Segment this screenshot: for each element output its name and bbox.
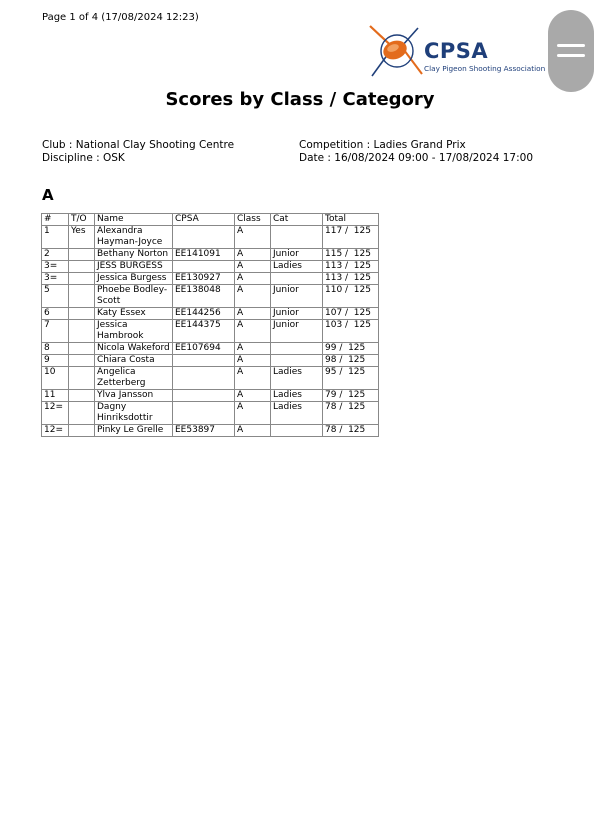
cell-position: 6 [42,308,69,320]
cell-cpsa: EE130927 [173,273,235,285]
cell-position: 11 [42,390,69,402]
club-line: Club : National Clay Shooting Centre [42,139,235,151]
cell-to [69,367,95,390]
col-header-cat: Cat [271,214,323,226]
cell-cpsa [173,390,235,402]
cell-position: 8 [42,343,69,355]
cell-cpsa [173,367,235,390]
cell-to [69,273,95,285]
cell-total: 95 / 125 [323,367,379,390]
scores-table [41,213,379,437]
table-row [42,390,379,402]
cell-class: A [235,367,271,390]
cell-total: 99 / 125 [323,343,379,355]
cell-cat [271,355,323,367]
cell-cat [271,273,323,285]
cell-position: 5 [42,285,69,308]
table-row [42,367,379,390]
cell-name: Phoebe Bodley-Scott [95,285,173,308]
cell-cat [271,226,323,249]
cell-position: 2 [42,249,69,261]
cell-cat: Ladies [271,402,323,425]
cell-to [69,249,95,261]
table-row [42,249,379,261]
club-info [42,139,234,164]
cell-cat: Ladies [271,261,323,273]
cell-class: A [235,425,271,437]
cell-to [69,402,95,425]
cell-cpsa: EE107694 [173,343,235,355]
cell-position: 3= [42,261,69,273]
cell-total: 98 / 125 [323,355,379,367]
cell-name: Jessica Hambrook [95,320,173,343]
menu-button[interactable] [548,10,594,92]
discipline-line: Discipline : OSK [42,151,125,164]
cell-class: A [235,390,271,402]
cell-name: Nicola Wakeford [95,343,173,355]
cell-total: 115 / 125 [323,249,379,261]
cell-name: Dagny Hinriksdottir [95,402,173,425]
cell-name: Ylva Jansson [95,390,173,402]
cell-position: 12= [42,425,69,437]
cell-cat [271,343,323,355]
cell-name: Pinky Le Grelle [95,425,173,437]
cell-name: Jessica Burgess [95,273,173,285]
cell-total: 79 / 125 [323,390,379,402]
logo-name: CPSA [424,39,489,63]
page-title: Scores by Class / Category [165,89,435,110]
cell-cat: Ladies [271,390,323,402]
cell-cpsa: EE138048 [173,285,235,308]
cpsa-logo [366,24,556,80]
cell-cat: Junior [271,320,323,343]
cell-class: A [235,226,271,249]
table-row [42,425,379,437]
cell-total: 78 / 125 [323,402,379,425]
cell-cpsa [173,261,235,273]
cell-cpsa [173,355,235,367]
competition-info [299,139,533,164]
col-header-class: Class [235,214,271,226]
date-line: Date : 16/08/2024 09:00 - 17/08/2024 17:00 [299,151,534,164]
cell-name: Bethany Norton [95,249,173,261]
cell-cat: Junior [271,285,323,308]
clay-target-icon [366,24,426,80]
cell-to: Yes [69,226,95,249]
col-header-name: Name [95,214,173,226]
cell-class: A [235,249,271,261]
cell-name: Angelica Zetterberg [95,367,173,390]
table-row [42,402,379,425]
cell-cat [271,425,323,437]
cell-to [69,320,95,343]
table-row [42,320,379,343]
cell-class: A [235,285,271,308]
col-header-to: T/O [69,214,95,226]
cell-class: A [235,402,271,425]
cell-class: A [235,355,271,367]
table-row [42,261,379,273]
logo-subtitle: Clay Pigeon Shooting Association [424,64,546,73]
cell-class: A [235,261,271,273]
cell-cpsa [173,226,235,249]
cell-name: Alexandra Hayman-Joyce [95,226,173,249]
table-row [42,308,379,320]
cell-position: 7 [42,320,69,343]
cell-position: 12= [42,402,69,425]
page-info: Page 1 of 4 (17/08/2024 12:23) [42,12,199,23]
cell-total: 107 / 125 [323,308,379,320]
cell-to [69,355,95,367]
cell-position: 9 [42,355,69,367]
cell-class: A [235,320,271,343]
cell-total: 103 / 125 [323,320,379,343]
cell-total: 110 / 125 [323,285,379,308]
cell-cpsa: EE144256 [173,308,235,320]
cell-to [69,261,95,273]
cell-name: Chiara Costa [95,355,173,367]
cell-name: JESS BURGESS [95,261,173,273]
cell-to [69,285,95,308]
cell-to [69,390,95,402]
col-header-total: Total [323,214,379,226]
class-heading: A [42,186,54,204]
cell-cpsa: EE141091 [173,249,235,261]
cell-cat: Junior [271,249,323,261]
cell-total: 113 / 125 [323,261,379,273]
cell-cat: Junior [271,308,323,320]
cell-cpsa: EE53897 [173,425,235,437]
cell-total: 78 / 125 [323,425,379,437]
cell-position: 1 [42,226,69,249]
table-row [42,343,379,355]
table-row [42,355,379,367]
cell-to [69,425,95,437]
table-row [42,285,379,308]
cell-class: A [235,308,271,320]
cell-total: 113 / 125 [323,273,379,285]
col-header-position: # [42,214,69,226]
cell-class: A [235,273,271,285]
cell-name: Katy Essex [95,308,173,320]
cell-to [69,343,95,355]
table-row [42,226,379,249]
cell-class: A [235,343,271,355]
cell-cat: Ladies [271,367,323,390]
table-row [42,273,379,285]
cell-to [69,308,95,320]
cell-cpsa: EE144375 [173,320,235,343]
cell-position: 3= [42,273,69,285]
col-header-cpsa: CPSA [173,214,235,226]
cell-cpsa [173,402,235,425]
competition-line: Competition : Ladies Grand Prix [299,139,466,151]
cell-position: 10 [42,367,69,390]
cell-total: 117 / 125 [323,226,379,249]
header-row [42,214,379,226]
